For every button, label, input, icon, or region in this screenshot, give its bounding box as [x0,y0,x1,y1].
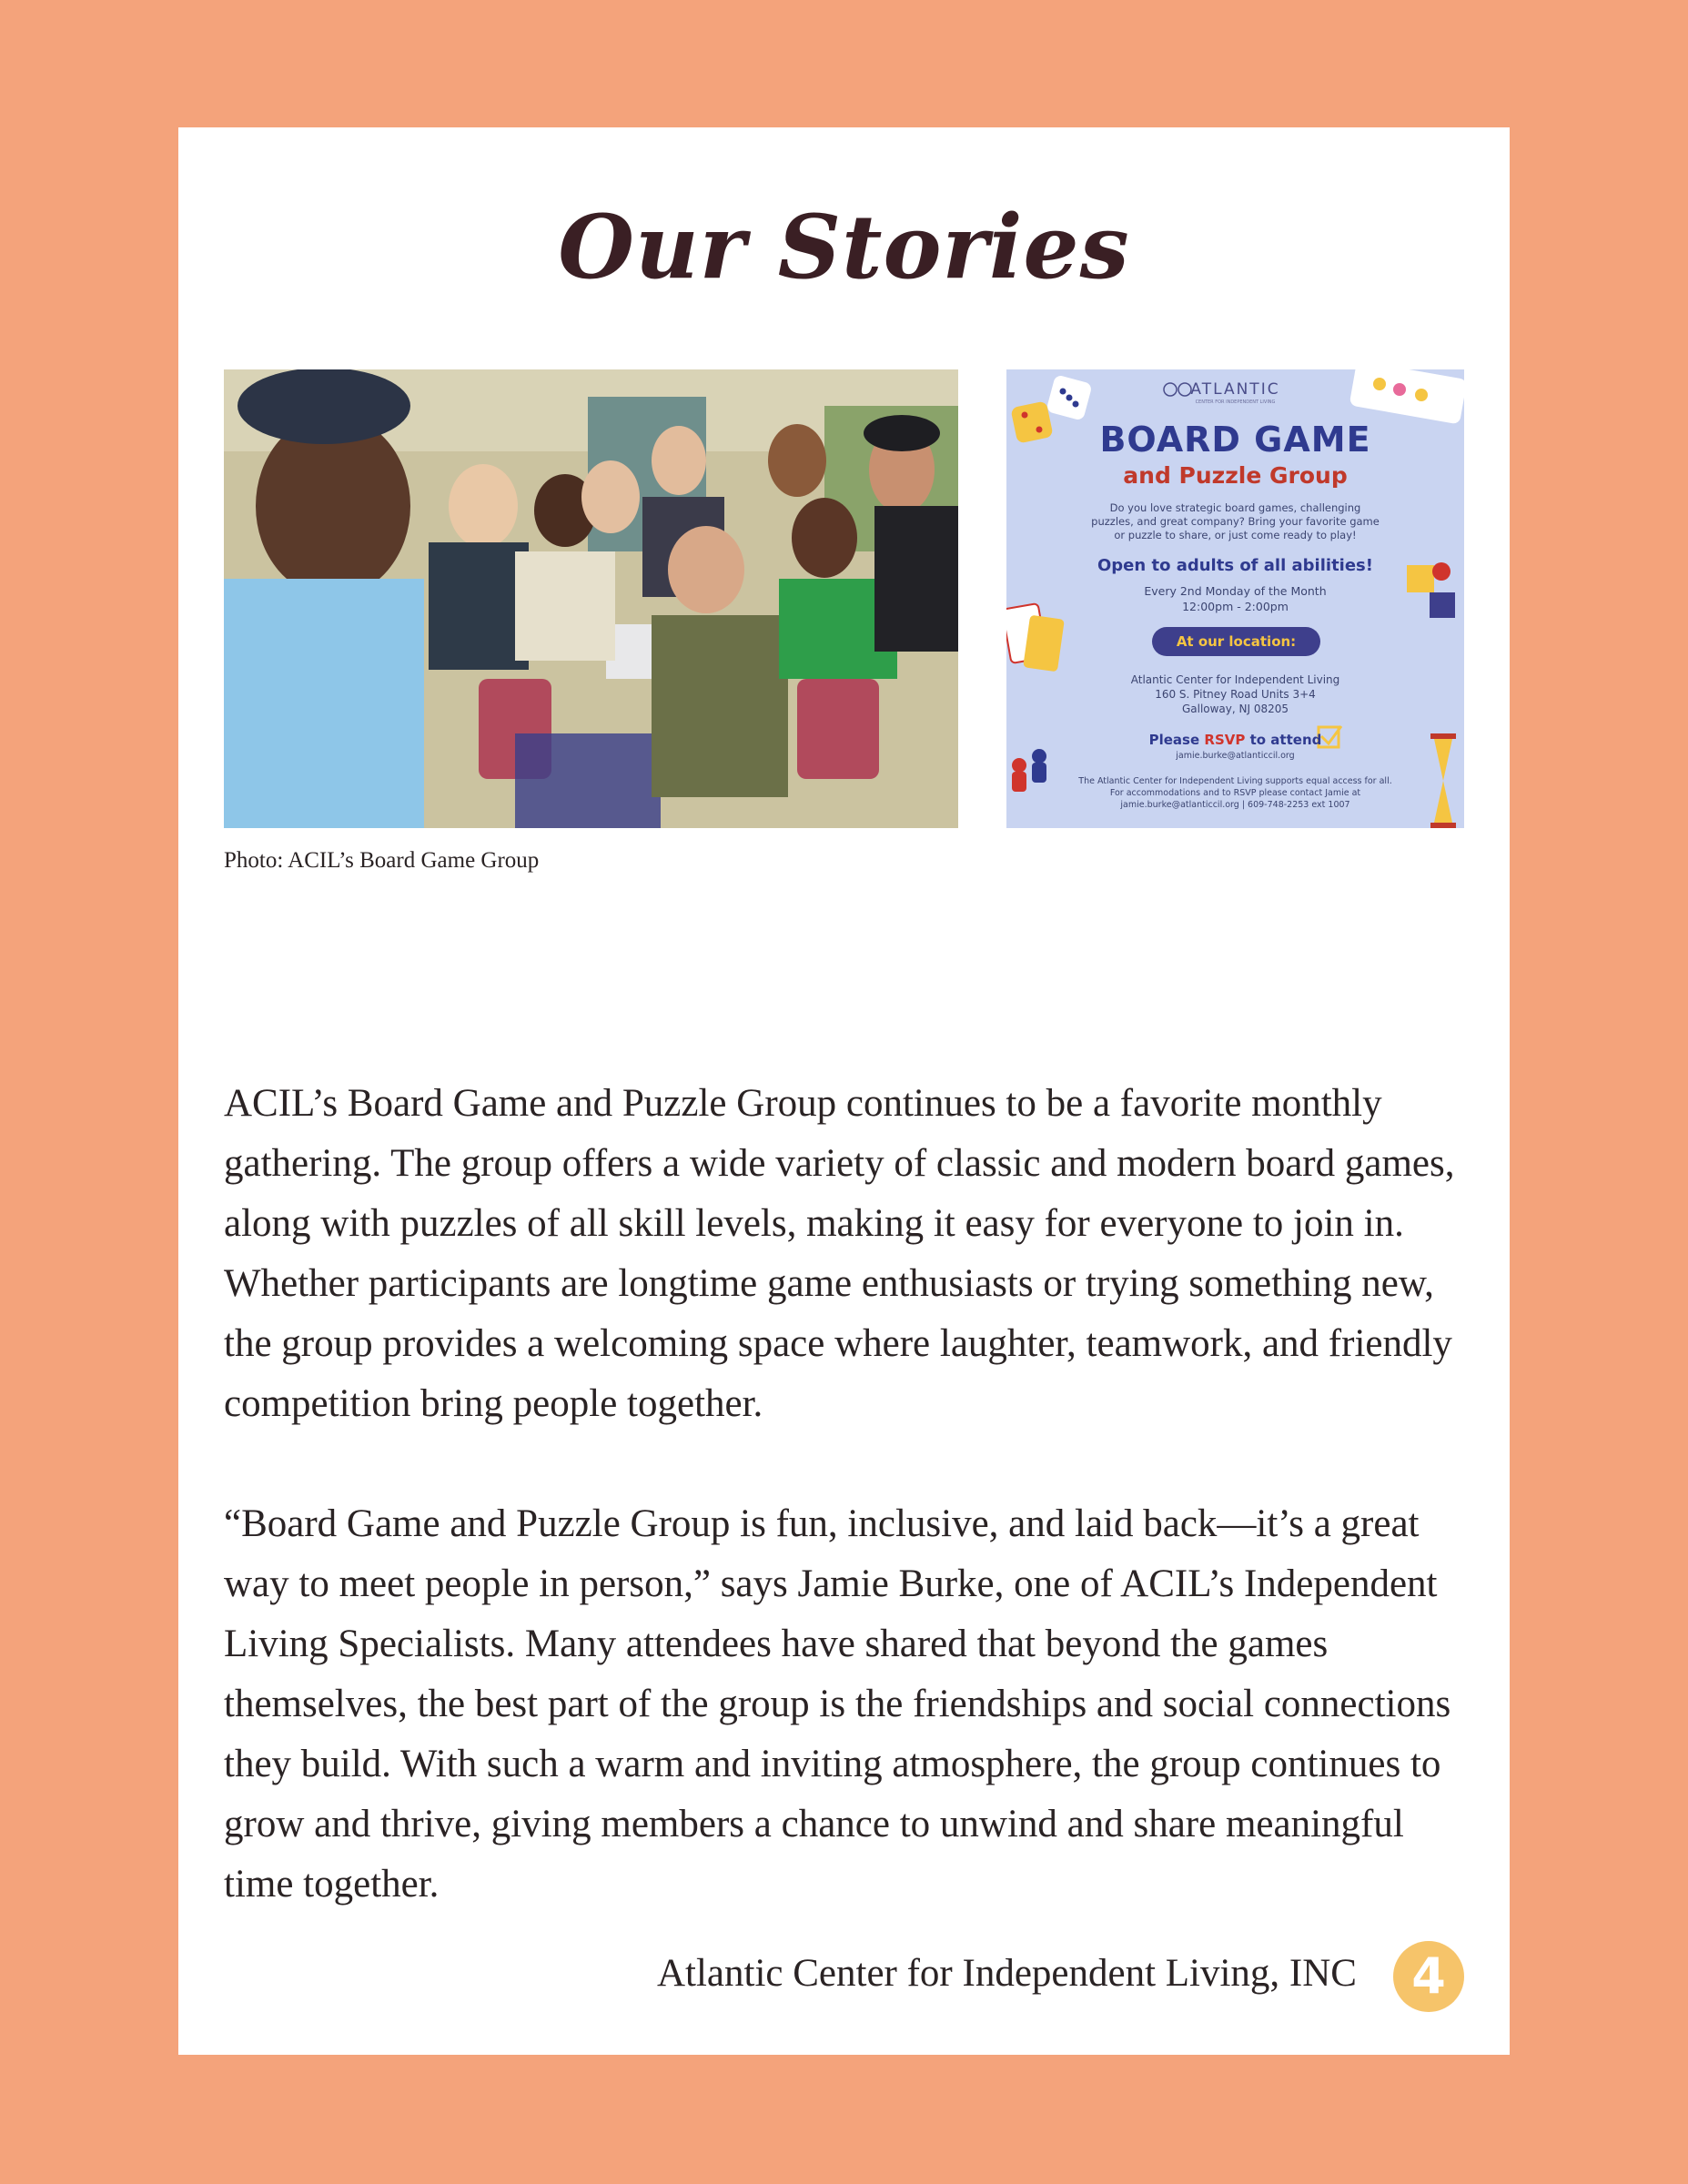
flyer-intro: Do you love strategic board games, challenging puzzles, and great company? Bring your favorite game or puzzle to share, or just come ready to play! [1091,501,1380,541]
flyer-footer [1043,775,1428,811]
flyer-rsvp-rest: to attend [1249,732,1322,748]
group-photo [224,369,958,828]
flyer-address-street: 160 S. Pitney Road Units 3+4 [1155,688,1316,701]
flyer-address-city: Galloway, NJ 08205 [1181,703,1289,715]
flyer-rsvp-please: Please [1148,732,1200,748]
flyer-footer-line-2: For accommodations and to RSVP please contact Jamie at [1109,788,1361,798]
event-flyer [1006,369,1464,828]
story-paragraph-1: ACIL’s Board Game and Puzzle Group continues to be a favorite monthly gathering. The group offers a wide variety of classic and modern board games, along with puzzles of all skill levels, making it easy for everyone to join in. Whether participants are longtime game enthusiasts or trying something new, the group provides a welcoming space where laughter, teamwork, and friendly competition bring people together. [224,1082,1455,1425]
flyer-logo-subtitle: CENTER FOR INDEPENDENT LIVING [1195,399,1276,405]
flyer-rsvp-word: RSVP [1204,732,1246,748]
page-title: Our Stories [558,196,1130,298]
story-paragraph-2: “Board Game and Puzzle Group is fun, inclusive, and laid back—it’s a great way to meet people in person,” says Jamie Burke, one of ACIL’s Independent Living Specialists. Many attendees have shared that beyond the games themselves, the best part of the group is the friendships and social connections they build. With such a warm and inviting atmosphere, the group continues to grow and thrive, giving members a chance to unwind and share meaningful time together. [224,1502,1451,1906]
flyer-rsvp [1006,732,1464,748]
flyer-rsvp-email: jamie.burke@atlanticcil.org [1176,751,1295,761]
flyer-footer-line-1: The Atlantic Center for Independent Living supports equal access for all. [1078,776,1392,786]
flyer-footer-line-3: jamie.burke@atlanticcil.org | 609-748-2253 ext 1007 [1120,800,1350,810]
story-body [224,1074,1480,1975]
photo-caption: Photo: ACIL’s Board Game Group [224,848,540,873]
page-number-badge: 4 [1393,1941,1464,2012]
flyer-schedule-time: 12:00pm - 2:00pm [1182,600,1289,613]
flyer-logo: ATLANTIC [1190,380,1280,399]
flyer-address-name: Atlantic Center for Independent Living [1130,673,1340,686]
footer-organization: Atlantic Center for Independent Living, INC [656,1952,1357,1995]
flyer-location-label: At our location: [1176,633,1297,650]
newsletter-page [178,127,1510,2055]
flyer-address [1006,672,1464,716]
flyer-heading: BOARD GAME [1099,420,1371,460]
flyer-open-to: Open to adults of all abilities! [1097,556,1373,575]
flyer-schedule [1006,583,1464,614]
flyer-subheading: and Puzzle Group [1123,462,1348,489]
flyer-schedule-day: Every 2nd Monday of the Month [1144,584,1327,598]
